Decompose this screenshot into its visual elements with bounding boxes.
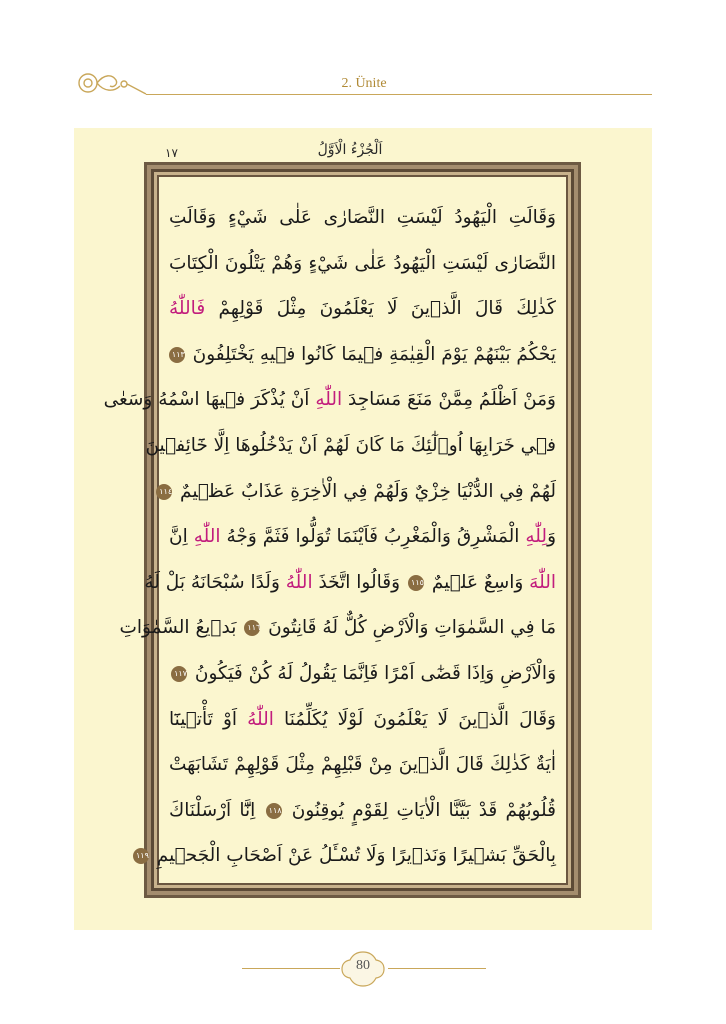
ayah-marker: ١١٥ — [408, 575, 424, 591]
verse-text: اِنَّ — [169, 526, 194, 548]
footer-rule-left — [242, 968, 340, 969]
verse-text: وَقَالَتِ الْيَهُودُ لَيْسَتِ النَّصَارٰى عَلٰى شَيْءٍ وَقَالَتِ — [169, 207, 556, 228]
text-line — [144, 560, 556, 606]
unit-title: 2. Ünite — [341, 76, 387, 91]
text-line — [169, 195, 556, 241]
arabic-page-number: ١٧ — [165, 146, 178, 160]
ayah-marker: ١١٧ — [171, 666, 187, 682]
text-line — [136, 833, 556, 879]
verse-text: النَّصَارٰى لَيْسَتِ الْيَهُودُ عَلٰى شَيْءٍ وَهُمْ يَتْلُونَ الْكِتَابَ — [169, 252, 556, 274]
verse-text: قُلُوبُهُمْ قَدْ بَيَّنَّا الْاٰيَاتِ لِقَوْمٍ يُوقِنُونَ — [283, 799, 556, 821]
verse-text: ف۪ي خَرَابِهَا اُو۬لٰٓئِكَ مَا كَانَ لَهُمْ اَنْ يَدْخُلُوهَا اِلَّا خَٓائِف۪ينَ — [145, 434, 556, 456]
frame-inner — [103, 175, 568, 885]
ayah-marker: ١١٦ — [244, 620, 260, 636]
divine-name: لِلّٰهِ — [525, 526, 548, 548]
text-line — [169, 241, 556, 287]
text-line — [119, 605, 556, 651]
divine-name: اللّٰهَ — [529, 571, 556, 593]
text-line — [169, 514, 556, 560]
verse-text: يَحْكُمُ بَيْنَهُمْ يَوْمَ الْقِيٰمَةِ ف۪يمَا كَانُوا ف۪يهِ يَخْتَلِفُونَ — [186, 343, 556, 365]
text-line — [169, 697, 556, 743]
verse-text: وَقَالَ الَّذ۪ينَ لَا يَعْلَمُونَ لَوْلَا يُكَلِّمُنَا — [273, 708, 556, 730]
verse-text: وَ — [547, 526, 557, 548]
footer-rule-right — [388, 968, 486, 969]
text-line — [169, 651, 556, 697]
text-line — [169, 742, 556, 788]
frame-border — [103, 169, 574, 891]
verse-text: الْمَشْرِقُ وَالْمَغْرِبُ فَاَيْنَمَا تُوَلُّوا فَثَمَّ وَجْهُ — [220, 526, 526, 548]
floral-ornament-icon — [74, 66, 146, 100]
text-line — [169, 332, 556, 378]
verse-text: اٰيَةٌ كَذٰلِكَ قَالَ الَّذ۪ينَ مِنْ قَبْلِهِمْ مِثْلَ قَوْلِهِمْ تَشَابَهَتْ — [169, 754, 556, 776]
divine-name: اللّٰهُ — [247, 708, 274, 730]
verse-text: بَد۪يعُ السَّمٰوَاتِ — [119, 617, 243, 639]
text-line — [169, 788, 556, 834]
verse-text: كَذٰلِكَ قَالَ الَّذ۪ينَ لَا يَعْلَمُونَ مِثْلَ قَوْلِهِمْ — [205, 298, 556, 320]
text-line — [159, 469, 556, 515]
ayah-marker: ١١٣ — [169, 347, 185, 363]
ayah-marker: ١١٩ — [133, 848, 149, 864]
verse-text: وَقَالُوا اتَّخَذَ — [312, 571, 406, 593]
divine-name: اللّٰهِ — [315, 389, 343, 411]
verse-text: اَنْ يُذْكَرَ ف۪يهَا اسْمُهُ وَسَعٰى — [103, 389, 316, 411]
text-line — [169, 286, 556, 332]
ayah-marker: ١١٨ — [266, 803, 282, 819]
divine-name: اللّٰهُ — [285, 571, 313, 593]
verse-text: اِنَّٓا اَرْسَلْنَاكَ — [169, 799, 264, 821]
juz-title: اَلْجُزْءُ الْاَوَّلُ — [317, 142, 383, 158]
verse-text: لَهُمْ فِي الدُّنْيَا خِزْيٌ وَلَهُمْ فِي الْاٰخِرَةِ عَذَابٌ عَظ۪يمٌ — [174, 480, 556, 502]
verse-text: وَلَدًا سُبْحَانَهُ بَلْ لَهُ — [144, 571, 286, 593]
page-number: 80 — [356, 958, 370, 973]
verse-text: بِالْحَقِّ بَش۪يرًا وَنَذ۪يرًا وَلَا تُسْـَٔلُ عَنْ اَصْحَابِ الْجَح۪يمِ — [150, 845, 556, 867]
verse-text: وَمَنْ اَظْلَمُ مِمَّنْ مَنَعَ مَسَاجِدَ — [342, 389, 556, 411]
verse-text: مَا فِي السَّمٰوَاتِ وَالْاَرْضِ كُلٌّ لَهُ قَانِتُونَ — [262, 617, 556, 639]
verse-text: وَالْاَرْضِ وَاِذَا قَضٰٓى اَمْرًا فَاِنَّمَا يَقُولُ لَهُ كُنْ فَيَكُونُ — [189, 662, 556, 684]
verse-text: اَوْ تَأْت۪ينَٓا — [169, 708, 248, 730]
divine-name: فَاللّٰهُ — [169, 298, 206, 320]
text-line — [103, 377, 556, 423]
header-rule — [146, 94, 652, 95]
text-line — [145, 423, 556, 469]
quran-text — [103, 195, 557, 869]
verse-text: وَاسِعٌ عَل۪يمٌ — [425, 571, 530, 593]
ayah-marker: ١١٤ — [156, 484, 172, 500]
divine-name: اللّٰهِ — [193, 526, 221, 548]
text-frame — [103, 162, 581, 898]
